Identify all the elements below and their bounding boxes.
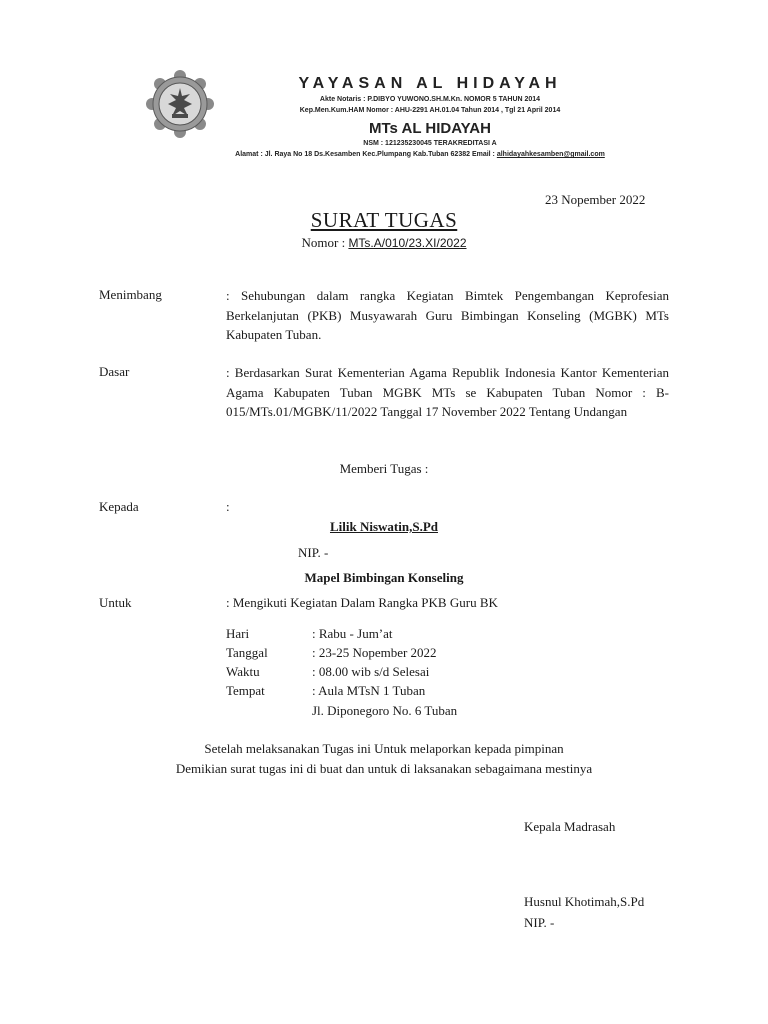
detail-value-tanggal: : 23-25 Nopember 2022 bbox=[312, 645, 437, 660]
signatory-name: Husnul Khotimah,S.Pd bbox=[524, 894, 645, 909]
closing-line-2: Demikian surat tugas ini di buat dan untuk di laksanakan sebagaimana mestinya bbox=[175, 761, 593, 776]
letter-date: 23 Nopember 2022 bbox=[545, 192, 646, 207]
detail-key-tempat: Tempat bbox=[226, 683, 265, 698]
untuk-label: Untuk bbox=[99, 595, 132, 610]
foundation-name: YAYASAN AL HIDAYAH bbox=[298, 75, 562, 92]
kepada-colon: : bbox=[226, 499, 230, 514]
page-title: SURAT TUGAS bbox=[310, 208, 458, 232]
detail-key-waktu: Waktu bbox=[226, 664, 260, 679]
detail-tempat-address: Jl. Diponegoro No. 6 Tuban bbox=[312, 703, 458, 718]
school-nsm: NSM : 121235230045 TERAKREDITASI A bbox=[363, 140, 497, 147]
assignee-name: Lilik Niswatin,S.Pd bbox=[329, 519, 438, 534]
kepada-label: Kepada bbox=[99, 499, 139, 514]
signatory-position: Kepala Madrasah bbox=[524, 819, 616, 834]
notary-deed: Akte Notaris : P.DIBYO YUWONO.SH.M.Kn. NOMOR 5 TAHUN 2014 bbox=[319, 96, 541, 103]
signatory-nip: NIP. - bbox=[524, 915, 555, 930]
email-link[interactable]: alhidayahkesamben@gmail.com bbox=[496, 151, 605, 158]
nomor-value: MTs.A/010/23.XI/2022 bbox=[348, 236, 467, 250]
address-text: Alamat : Jl. Raya No 18 Ds.Kesamben Kec.Plumpang Kab.Tuban 62382 Email : bbox=[235, 151, 497, 158]
detail-value-waktu: : 08.00 wib s/d Selesai bbox=[312, 664, 430, 679]
assignee-subject: Mapel Bimbingan Konseling bbox=[304, 570, 464, 585]
nomor-label: Nomor : bbox=[301, 235, 349, 250]
dasar-text: : Berdasarkan Surat Kementerian Agama Republik Indonesia Kantor Kementerian Agama Kabupaten Tuban MGBK MTs se Kabupaten Tuban Nomor : B-015/MTs.01/MGBK/11/2022 Tanggal 17 November 2022 Tentang Undangan bbox=[226, 365, 669, 419]
ministry-decree: Kep.Men.Kum.HAM Nomor : AHU-2291 AH.01.04 Tahun 2014 , Tgl 21 April 2014 bbox=[299, 107, 561, 114]
letter-number bbox=[0, 235, 768, 251]
assignee-nip: NIP. - bbox=[298, 545, 329, 560]
dasar-label: Dasar bbox=[99, 364, 130, 379]
detail-value-hari: : Rabu - Jum’at bbox=[312, 626, 393, 641]
untuk-text: : Mengikuti Kegiatan Dalam Rangka PKB Guru BK bbox=[226, 595, 498, 610]
detail-key-hari: Hari bbox=[226, 626, 250, 641]
detail-value-tempat: : Aula MTsN 1 Tuban bbox=[312, 683, 426, 698]
menimbang-label: Menimbang bbox=[99, 287, 162, 302]
school-address bbox=[190, 151, 650, 158]
menimbang-text: : Sehubungan dalam rangka Kegiatan Bimtek Pengembangan Keprofesian Berkelanjutan (PKB) Musyawarah Guru Bimbingan Konseling (MGBK) MTs Kabupaten Tuban. bbox=[226, 288, 669, 342]
closing-line-1: Setelah melaksanakan Tugas ini Untuk melaporkan kepada pimpinan bbox=[204, 741, 564, 756]
memberi-tugas-heading: Memberi Tugas : bbox=[339, 461, 429, 476]
detail-key-tanggal: Tanggal bbox=[226, 645, 268, 660]
school-name: MTs AL HIDAYAH bbox=[369, 120, 491, 137]
madrasah-seal-logo bbox=[146, 70, 214, 138]
